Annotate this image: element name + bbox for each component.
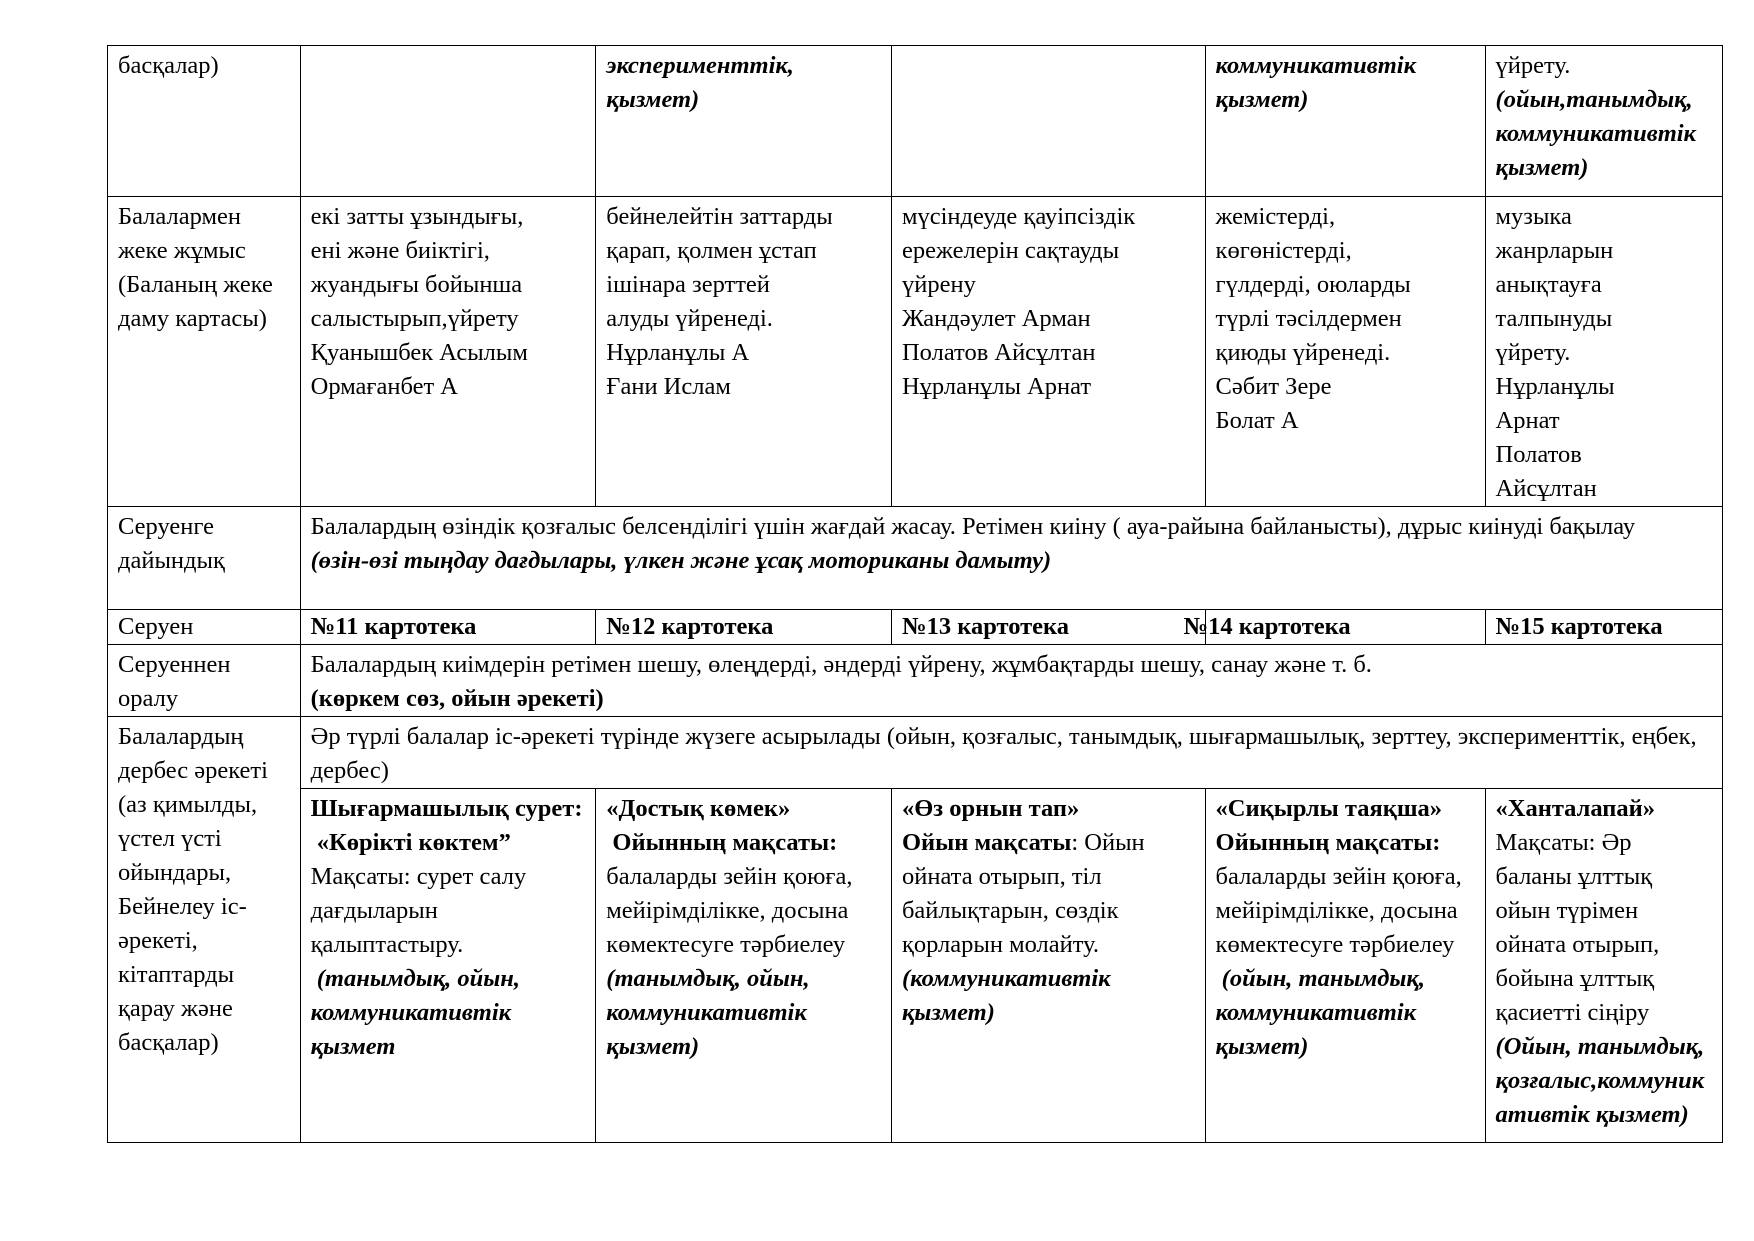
cell-individual-friday: [1485, 197, 1722, 507]
text-line: гүлдерді, оюларды: [1215, 271, 1411, 298]
row-label-return: Серуеннен оралу: [108, 645, 301, 717]
text-line: бейнелейтін заттарды: [606, 203, 833, 230]
cell-independent-thursday: [1205, 789, 1485, 1143]
friday-activity-text: үйрету.: [1495, 52, 1571, 79]
child-name: Сәбит Зере: [1215, 373, 1332, 400]
game-title: Шығармашылық сурет:: [310, 795, 583, 822]
text-line: ережелерін сақтауды: [901, 237, 1120, 264]
text-line: қиюды үйренеді.: [1215, 339, 1391, 366]
game-goal: : Ойын ойната отырып, тіл байлықтарын, сөздік қорларын молайту.: [901, 829, 1145, 958]
game-title: «Достық көмек»: [606, 795, 791, 822]
child-name: Арнат: [1495, 407, 1560, 434]
walk-prep-skills: (өзін-өзі тыңдау дағдылары, үлкен және ұсақ моториканы дамыту): [310, 547, 1052, 574]
game-goal-label: Ойын мақсаты: [901, 829, 1072, 856]
text-line: салыстырып,үйрету: [310, 305, 519, 332]
cell-thursday-activity: коммуникативтік қызмет): [1205, 46, 1485, 197]
row-label-walk-prep: Серуенге дайындық: [108, 507, 301, 610]
game-skills: (Ойын, танымдық, қозғалыс,коммуникативтік қызмет): [1495, 1033, 1705, 1128]
text-line: үйрету.: [1495, 339, 1571, 366]
cell-independent-intro: Әр түрлі балалар іс-әрекеті түрінде жүзеге асырылады (ойын, қозғалыс, танымдық, шығармашылық, зерттеу, эксперименттік, еңбек, дербес): [300, 717, 1722, 789]
cell-empty: [300, 46, 596, 197]
row-label-individual-work: Балалармен жеке жұмыс (Баланың жеке даму картасы): [108, 197, 301, 507]
cell-friday-activity: [1485, 46, 1722, 197]
row-label-walk: Серуен: [108, 610, 301, 645]
game-goal-label: Ойынның мақсаты:: [606, 829, 838, 856]
walk-card-monday: №11 картотека: [300, 610, 596, 645]
text-line: ішінара зерттей: [606, 271, 770, 298]
cell-individual-tuesday: [596, 197, 892, 507]
cell-independent-friday: [1485, 789, 1722, 1143]
text-line: ені және биіктігі,: [310, 237, 490, 264]
text-line: түрлі тәсілдермен: [1215, 305, 1402, 332]
child-name: Болат А: [1215, 407, 1299, 434]
cell-independent-monday: [300, 789, 596, 1143]
text-line: үйрену: [901, 271, 976, 298]
text-line: музыка: [1495, 203, 1572, 230]
child-name: Нұрланұлы А: [606, 339, 750, 366]
text-line: талпынуды: [1495, 305, 1613, 332]
game-skills: (танымдық, ойын, коммуникативтік қызмет): [606, 965, 810, 1060]
daily-plan-table: [107, 45, 1723, 1143]
walk-card-friday: №15 картотека: [1485, 610, 1722, 645]
independent-intro-row: [108, 717, 1723, 789]
walk-card-thursday: №14 картотека: [1205, 610, 1485, 645]
row-label-independent: Балалардың дербес әрекеті (аз қимылды, үстел үсті ойындары, Бейнелеу іс-әрекеті, кітаптарды қарау және басқалар): [108, 717, 301, 1143]
game-goal: Мақсаты: сурет салу дағдыларын қалыптастыру.: [310, 863, 527, 958]
text-line: екі затты ұзындығы,: [310, 203, 524, 230]
friday-activity-skills: (ойын,танымдық, коммуникативтік қызмет): [1495, 86, 1696, 181]
walk-card-tuesday: №12 картотека: [596, 610, 892, 645]
individual-work-row: [108, 197, 1723, 507]
game-title: «Өз орнын тап»: [901, 795, 1080, 822]
return-row: [108, 645, 1723, 717]
return-text: Балалардың киімдерін ретімен шешу, өлеңдерді, әндерді үйрену, жұмбақтарды шешу, санау және т. б.: [310, 651, 1372, 678]
child-name: Нұрланұлы Арнат: [901, 373, 1092, 400]
cell-individual-monday: [300, 197, 596, 507]
text-line: анықтауға: [1495, 271, 1602, 298]
text-line: жанрларын: [1495, 237, 1614, 264]
cell-walk-prep: [300, 507, 1722, 610]
cell-empty: [891, 46, 1205, 197]
game-subtitle: «Көрікті көктем”: [310, 829, 511, 856]
child-name: Полатов Айсұлтан: [901, 339, 1096, 366]
cell-return: [300, 645, 1722, 717]
walk-row: [108, 610, 1723, 645]
child-name: Қуанышбек Асылым: [310, 339, 528, 366]
game-goal-label: Ойынның мақсаты:: [1215, 829, 1441, 856]
game-goal: балаларды зейін қоюға, мейірімділікке, досына көмектесуге тәрбиелеу: [1215, 863, 1462, 958]
game-skills: (коммуникативтік қызмет): [901, 965, 1111, 1026]
row-label-continuation: басқалар): [108, 46, 301, 197]
text-line: жуандығы бойынша: [310, 271, 523, 298]
walk-prep-row: [108, 507, 1723, 610]
return-skills: (көркем сөз, ойын әрекеті): [310, 685, 604, 712]
text-line: көгөністерді,: [1215, 237, 1352, 264]
continuation-row: [108, 46, 1723, 197]
cell-independent-tuesday: [596, 789, 892, 1143]
game-goal: Мақсаты: Әр баланы ұлттық ойын түрімен ойната отырып, бойына ұлттық қасиетті сіңіру: [1495, 829, 1660, 1026]
game-goal: балаларды зейін қоюға, мейірімділікке, досына көмектесуге тәрбиелеу: [606, 863, 853, 958]
child-name: Нұрланұлы: [1495, 373, 1615, 400]
child-name: Ормағанбет А: [310, 373, 458, 400]
cell-independent-wednesday: [891, 789, 1205, 1143]
game-skills: (ойын, танымдық, коммуникативтік қызмет): [1215, 965, 1432, 1060]
text-line: алуды үйренеді.: [606, 305, 773, 332]
text-line: жемістерді,: [1215, 203, 1336, 230]
child-name: Жандәулет Арман: [901, 305, 1091, 332]
text-line: мүсіндеуде қауіпсіздік: [901, 203, 1136, 230]
cell-individual-thursday: [1205, 197, 1485, 507]
child-name: Ғани Ислам: [606, 373, 731, 400]
independent-games-row: [108, 789, 1723, 1143]
text-line: қарап, қолмен ұстап: [606, 237, 817, 264]
child-name: Полатов: [1495, 441, 1582, 468]
cell-individual-wednesday: [891, 197, 1205, 507]
child-name: Айсұлтан: [1495, 475, 1597, 502]
walk-prep-text: Балалардың өзіндік қозғалыс белсенділігі үшін жағдай жасау. Ретімен киіну ( ауа-райына байланысты), дұрыс киінуді бақылау: [310, 513, 1636, 540]
game-title: «Ханталапай»: [1495, 795, 1656, 822]
game-skills: (танымдық, ойын, коммуникативтік қызмет: [310, 965, 527, 1060]
game-title: «Сиқырлы таяқша»: [1215, 795, 1443, 822]
cell-tuesday-activity: эксперименттік, қызмет): [596, 46, 892, 197]
walk-card-wednesday: №13 картотека: [891, 610, 1205, 645]
